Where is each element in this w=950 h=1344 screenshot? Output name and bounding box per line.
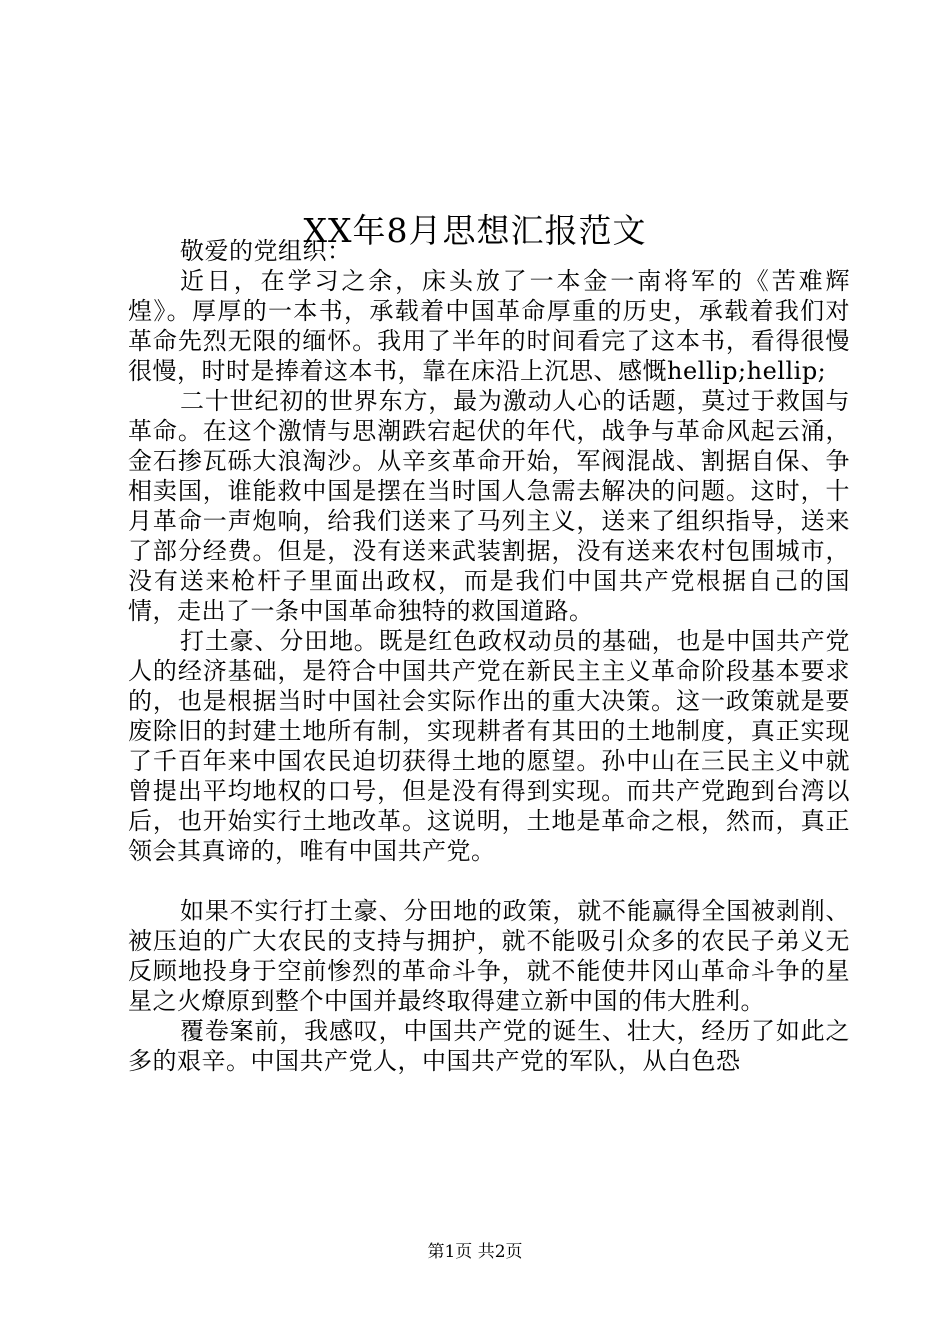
paragraph-2: 二十世纪初的世界东方，最为激动人心的话题，莫过于救国与革命。在这个激情与思潮跌宕起伏的年代，战争与革命风起云涌，金石掺瓦砾大浪淘沙。从辛亥革命开始，军阀混战、割据自保、争相卖国，谁能救中国是摆在当时国人急需去解决的问题。这时，十月革命一声炮响，给我们送来了马列主义，送来了组织指导，送来了部分经费。但是，没有送来武装割据，没有送来农村包围城市，没有送来枪杆子里面出政权，而是我们中国共产党根据自己的国情，走出了一条中国革命独特的救国道路。: [128, 387, 850, 625]
document-title: XX年8月思想汇报范文: [303, 211, 647, 251]
salutation: 敬爱的党组织：: [180, 237, 352, 265]
paragraph-5: 覆卷案前，我感叹，中国共产党的诞生、壮大，经历了如此之多的艰辛。中国共产党人，中国共产党的军队，从白色恐: [128, 1017, 850, 1075]
paragraph-4: 如果不实行打土豪、分田地的政策，就不能赢得全国被剥削、被压迫的广大农民的支持与拥护，就不能吸引众多的农民子弟义无反顾地投身于空前惨烈的革命斗争，就不能使井冈山革命斗争的星星之火燎原到整个中国并最终取得建立新中国的伟大胜利。: [128, 897, 850, 1015]
document-body: [128, 236, 850, 1076]
paragraph-1: 近日，在学习之余，床头放了一本金一南将军的《苦难辉煌》。厚厚的一本书，承载着中国革命厚重的历史，承载着我们对革命先烈无限的缅怀。我用了半年的时间看完了这本书，看得很慢很慢，时时是捧着这本书，靠在床沿上沉思、感慨hellip;hellip;: [128, 267, 850, 385]
paragraph-3: 打土豪、分田地。既是红色政权动员的基础，也是中国共产党人的经济基础，是符合中国共产党在新民主主义革命阶段基本要求的，也是根据当时中国社会实际作出的重大决策。这一政策就是要废除旧的封建土地所有制，实现耕者有其田的土地制度，真正实现了千百年来中国农民迫切获得土地的愿望。孙中山在三民主义中就曾提出平均地权的口号，但是没有得到实现。而共产党跑到台湾以后，也开始实行土地改革。这说明，土地是革命之根，然而，真正领会其真谛的，唯有中国共产党。: [128, 627, 850, 865]
page-number-footer: 第1页 共2页: [427, 1242, 523, 1262]
